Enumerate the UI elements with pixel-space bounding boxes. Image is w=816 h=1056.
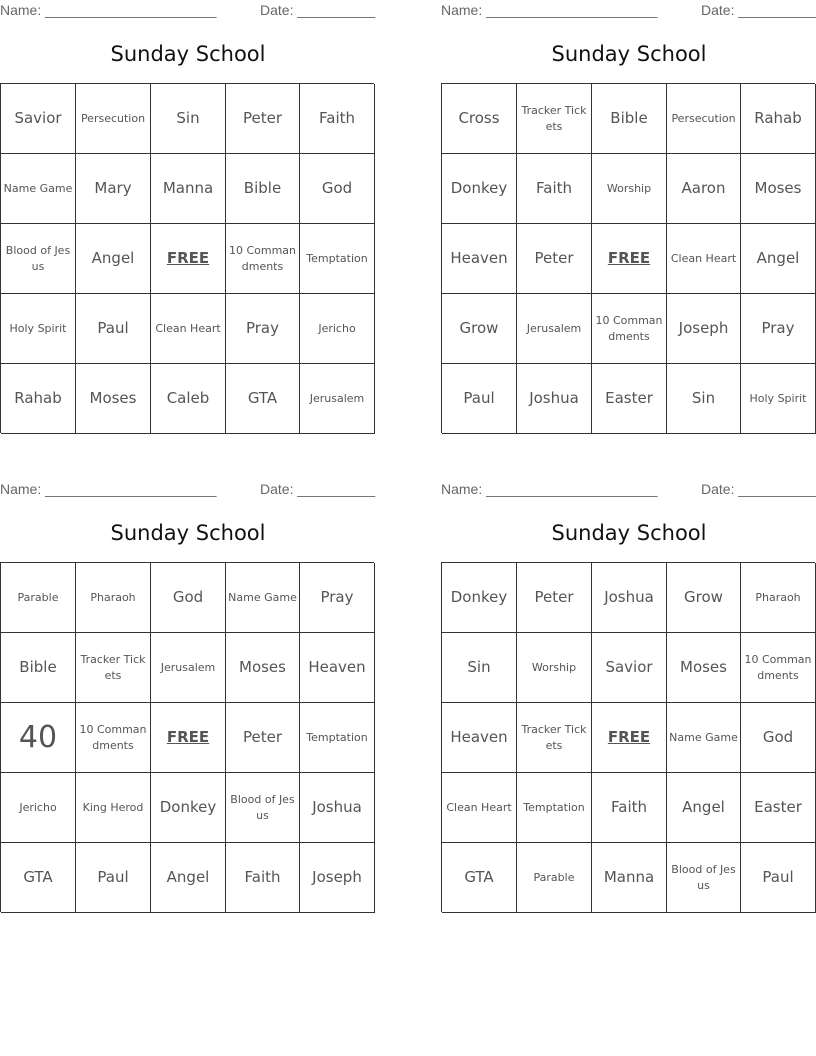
cell-label: Savior xyxy=(14,109,62,127)
name-field-label: Name: ______________________ xyxy=(441,481,658,497)
bingo-cell xyxy=(667,294,741,364)
cell-label: Jerusalem xyxy=(526,321,582,335)
bingo-cell xyxy=(442,154,517,224)
cell-label: 10 Commandments xyxy=(79,723,147,752)
cell-label: Pharaoh xyxy=(90,590,136,604)
bingo-cell xyxy=(517,224,592,294)
bingo-cell xyxy=(226,633,300,703)
cell-label: Clean Heart xyxy=(446,800,512,814)
bingo-cell xyxy=(226,773,300,843)
cell-label: Tracker Tickets xyxy=(80,653,146,682)
cell-label: Donkey xyxy=(450,179,508,197)
cell-label: Blood of Jesus xyxy=(671,863,736,892)
bingo-cell xyxy=(1,563,76,633)
bingo-cell xyxy=(76,84,151,154)
cell-label: Pharaoh xyxy=(755,590,801,604)
bingo-cell xyxy=(592,563,667,633)
bingo-cell xyxy=(667,84,741,154)
cell-label: Jerusalem xyxy=(160,660,216,674)
cell-label: Jericho xyxy=(19,800,57,814)
cell-label: King Herod xyxy=(82,800,144,814)
bingo-cell xyxy=(592,154,667,224)
bingo-cell xyxy=(151,154,226,224)
cell-label: Moses xyxy=(239,658,286,676)
bingo-cell xyxy=(1,633,76,703)
bingo-cell xyxy=(1,843,76,913)
bingo-cell xyxy=(300,364,375,434)
cell-label: Angel xyxy=(91,249,135,267)
bingo-cell xyxy=(76,224,151,294)
cell-label: Heaven xyxy=(308,658,366,676)
cell-label: Blood of Jesus xyxy=(5,244,71,273)
cell-label: Peter xyxy=(534,249,574,267)
bingo-cell xyxy=(76,294,151,364)
bingo-cell xyxy=(517,703,592,773)
cell-label: Heaven xyxy=(450,249,508,267)
bingo-cell xyxy=(741,633,816,703)
bingo-grid xyxy=(441,562,815,912)
bingo-cell xyxy=(517,364,592,434)
cell-label: Parable xyxy=(17,590,59,604)
cell-label: Joseph xyxy=(678,319,729,337)
bingo-cell xyxy=(741,294,816,364)
name-field-label: Name: ______________________ xyxy=(0,481,217,497)
free-space-cell xyxy=(151,703,226,773)
cell-label: Sin xyxy=(467,658,491,676)
bingo-cell xyxy=(592,773,667,843)
bingo-cell xyxy=(667,224,741,294)
cell-label: Joshua xyxy=(604,588,654,606)
cell-label: Sin xyxy=(691,389,716,407)
bingo-cell xyxy=(517,294,592,364)
bingo-cell xyxy=(226,843,300,913)
bingo-cell xyxy=(442,224,517,294)
bingo-cell xyxy=(151,294,226,364)
cell-label: 10 Commandments xyxy=(228,244,297,273)
free-space-cell xyxy=(592,703,667,773)
bingo-cell xyxy=(741,84,816,154)
cell-label: Worship xyxy=(531,660,577,674)
cell-label: Tracker Tickets xyxy=(521,104,587,133)
date-field-label: Date: __________ xyxy=(260,481,376,497)
bingo-cell xyxy=(517,773,592,843)
cell-label: Manna xyxy=(162,179,214,197)
cell-label: Donkey xyxy=(450,588,508,606)
bingo-cell xyxy=(151,773,226,843)
cell-label: Easter xyxy=(754,798,802,816)
bingo-cell xyxy=(300,703,375,773)
bingo-grid xyxy=(0,562,374,912)
cell-label: Clean Heart xyxy=(155,321,221,335)
bingo-cell xyxy=(442,294,517,364)
bingo-cell xyxy=(442,84,517,154)
bingo-cell xyxy=(226,84,300,154)
cell-label: Bible xyxy=(19,658,57,676)
bingo-cell xyxy=(741,843,816,913)
cell-label: Angel xyxy=(756,249,800,267)
cell-label: Easter xyxy=(605,389,653,407)
free-space-cell xyxy=(592,224,667,294)
bingo-cell xyxy=(151,843,226,913)
bingo-cell xyxy=(592,364,667,434)
cell-label: Grow xyxy=(684,588,723,606)
bingo-cell xyxy=(226,154,300,224)
bingo-cell xyxy=(1,154,76,224)
cell-label: Persecution xyxy=(80,111,146,125)
cell-label: Name Game xyxy=(3,181,73,195)
bingo-cell xyxy=(442,773,517,843)
cell-label: Pray xyxy=(245,319,280,337)
cell-label: GTA xyxy=(464,868,494,886)
bingo-cell xyxy=(592,843,667,913)
bingo-card xyxy=(441,479,816,919)
bingo-cell xyxy=(667,563,741,633)
cell-label: Paul xyxy=(97,319,129,337)
card-title: Sunday School xyxy=(551,521,707,545)
cell-label: Faith xyxy=(611,798,647,816)
bingo-cell xyxy=(1,773,76,843)
bingo-cell xyxy=(741,773,816,843)
cell-label: Persecution xyxy=(671,111,736,125)
cell-label: Sin xyxy=(176,109,200,127)
bingo-cell xyxy=(300,224,375,294)
bingo-cell xyxy=(517,633,592,703)
bingo-cell xyxy=(226,563,300,633)
bingo-cell xyxy=(442,843,517,913)
name-field-label: Name: ______________________ xyxy=(0,2,217,18)
card-title: Sunday School xyxy=(110,42,266,66)
bingo-cell xyxy=(300,294,375,364)
bingo-cell xyxy=(667,843,741,913)
cell-label: Temptation xyxy=(523,800,585,814)
cell-label: Faith xyxy=(536,179,572,197)
cell-label: Aaron xyxy=(681,179,726,197)
bingo-cell xyxy=(442,364,517,434)
bingo-cell xyxy=(76,843,151,913)
date-field-label: Date: __________ xyxy=(701,481,816,497)
card-header xyxy=(441,479,816,499)
cell-label: Peter xyxy=(242,109,283,127)
bingo-card xyxy=(441,0,816,440)
bingo-cell xyxy=(741,563,816,633)
card-header xyxy=(441,0,816,20)
cell-label: Savior xyxy=(605,658,653,676)
cell-label: Name Game xyxy=(669,730,738,744)
cell-label: Moses xyxy=(89,389,137,407)
bingo-cell xyxy=(442,563,517,633)
bingo-cell xyxy=(300,84,375,154)
bingo-cell xyxy=(517,84,592,154)
cell-label: God xyxy=(172,588,204,606)
bingo-cell xyxy=(592,84,667,154)
bingo-cell xyxy=(226,703,300,773)
bingo-cell xyxy=(300,843,375,913)
card-header xyxy=(0,479,376,499)
bingo-cell xyxy=(300,563,375,633)
bingo-cell xyxy=(442,703,517,773)
bingo-cell xyxy=(592,633,667,703)
cell-label: Tracker Tickets xyxy=(521,723,587,752)
free-space-cell xyxy=(151,224,226,294)
card-title: Sunday School xyxy=(551,42,707,66)
cell-label: Faith xyxy=(244,868,281,886)
cell-label: Paul xyxy=(97,868,129,886)
cell-label: Rahab xyxy=(14,389,62,407)
cell-label: Pray xyxy=(320,588,354,606)
bingo-cell xyxy=(76,154,151,224)
bingo-cell xyxy=(151,364,226,434)
cell-label: 10 Commandments xyxy=(595,314,663,343)
bingo-cell xyxy=(667,364,741,434)
bingo-cell xyxy=(667,703,741,773)
cell-label: Manna xyxy=(603,868,655,886)
bingo-cell xyxy=(300,773,375,843)
cell-label: Rahab xyxy=(754,109,802,127)
cell-label: Blood of Jesus xyxy=(230,793,295,822)
bingo-cell xyxy=(517,154,592,224)
cell-label: Angel xyxy=(166,868,210,886)
cell-label: Faith xyxy=(319,109,355,127)
cell-label: Name Game xyxy=(228,590,297,604)
bingo-cell xyxy=(1,294,76,364)
cell-label: Donkey xyxy=(159,798,217,816)
cell-label: Paul xyxy=(463,389,495,407)
bingo-card xyxy=(0,0,376,440)
cell-label: Peter xyxy=(242,728,283,746)
cell-label: Joseph xyxy=(312,868,362,886)
bingo-cell xyxy=(741,703,816,773)
bingo-cell xyxy=(76,364,151,434)
bingo-cell xyxy=(300,154,375,224)
cell-label: Pray xyxy=(761,319,795,337)
bingo-cell xyxy=(226,224,300,294)
cell-label: Joshua xyxy=(312,798,362,816)
cell-label: Mary xyxy=(94,179,132,197)
bingo-cell xyxy=(667,633,741,703)
bingo-cell xyxy=(151,563,226,633)
bingo-cell xyxy=(667,154,741,224)
cell-label: Heaven xyxy=(450,728,508,746)
cell-label: Jericho xyxy=(318,321,356,335)
cell-label: GTA xyxy=(247,389,278,407)
cell-label: 40 xyxy=(18,719,58,755)
cell-label: Moses xyxy=(680,658,727,676)
bingo-cell xyxy=(741,364,816,434)
bingo-cell xyxy=(76,703,151,773)
cell-label: Cross xyxy=(458,109,500,127)
cell-label: Jerusalem xyxy=(309,391,365,405)
cell-label: Clean Heart xyxy=(670,251,737,265)
bingo-cell xyxy=(76,773,151,843)
cell-label: Temptation xyxy=(306,251,368,265)
name-field-label: Name: ______________________ xyxy=(441,2,658,18)
cell-label: Caleb xyxy=(166,389,210,407)
bingo-card xyxy=(0,479,376,919)
cell-label: Moses xyxy=(754,179,802,197)
date-field-label: Date: __________ xyxy=(701,2,816,18)
cell-label: Worship xyxy=(606,181,652,195)
bingo-cell xyxy=(667,773,741,843)
bingo-cell xyxy=(300,633,375,703)
cell-label: FREE xyxy=(166,249,210,267)
bingo-cell xyxy=(517,563,592,633)
cell-label: Temptation xyxy=(306,730,368,744)
cell-label: FREE xyxy=(607,728,651,746)
bingo-cell xyxy=(1,703,76,773)
bingo-cell xyxy=(76,633,151,703)
date-field-label: Date: __________ xyxy=(260,2,376,18)
cell-label: Angel xyxy=(682,798,725,816)
bingo-cell xyxy=(226,294,300,364)
bingo-cell xyxy=(741,224,816,294)
cell-label: Paul xyxy=(762,868,794,886)
bingo-cell xyxy=(151,633,226,703)
bingo-grid xyxy=(0,83,374,433)
bingo-cell xyxy=(741,154,816,224)
bingo-cell xyxy=(517,843,592,913)
bingo-cell xyxy=(226,364,300,434)
cell-label: Peter xyxy=(534,588,574,606)
cell-label: Bible xyxy=(243,179,282,197)
bingo-cell xyxy=(442,633,517,703)
bingo-cell xyxy=(1,224,76,294)
cell-label: Holy Spirit xyxy=(749,391,807,405)
cell-label: 10 Commandments xyxy=(744,653,812,682)
bingo-grid xyxy=(441,83,815,433)
cell-label: GTA xyxy=(23,868,53,886)
cell-label: God xyxy=(762,728,794,746)
card-title: Sunday School xyxy=(110,521,266,545)
bingo-cell xyxy=(76,563,151,633)
cell-label: Holy Spirit xyxy=(9,321,67,335)
cell-label: God xyxy=(321,179,353,197)
cell-label: Grow xyxy=(459,319,499,337)
card-header xyxy=(0,0,376,20)
bingo-cell xyxy=(592,294,667,364)
bingo-cell xyxy=(151,84,226,154)
bingo-cell xyxy=(1,84,76,154)
cell-label: FREE xyxy=(166,728,210,746)
cell-label: Joshua xyxy=(529,389,579,407)
cell-label: FREE xyxy=(607,249,651,267)
cell-label: Parable xyxy=(533,870,575,884)
cell-label: Bible xyxy=(610,109,648,127)
bingo-cell xyxy=(1,364,76,434)
